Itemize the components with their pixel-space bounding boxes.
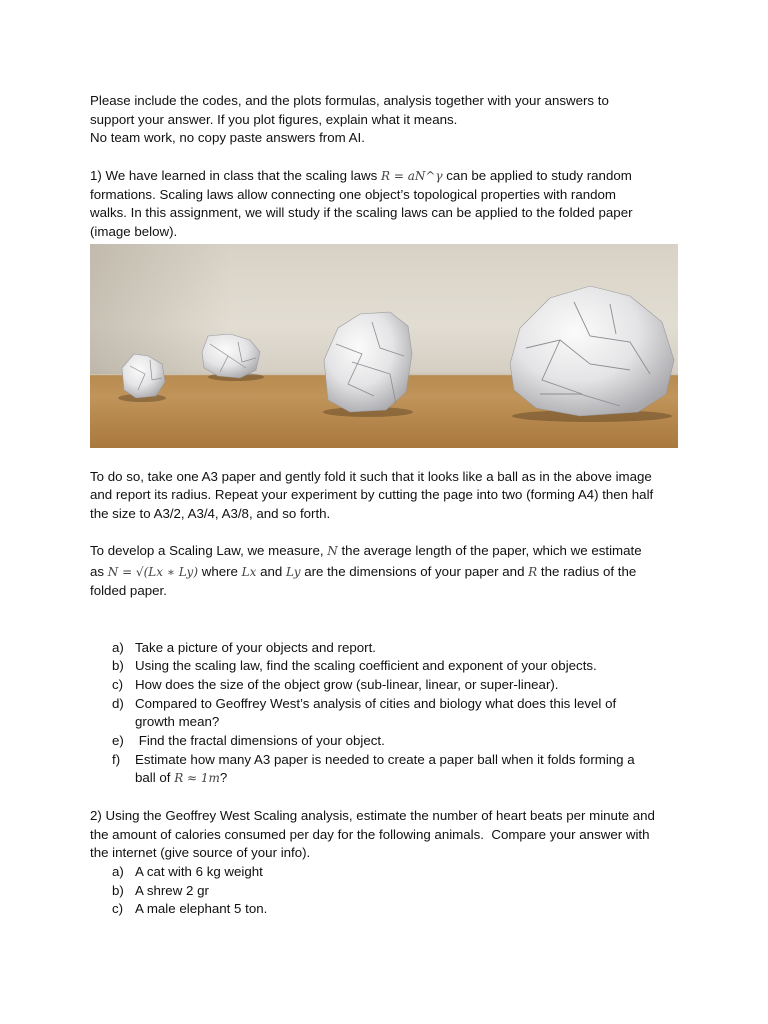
q1-line-4: (image below).: [90, 223, 178, 239]
q1-line-3: walks. In this assignment, we will study if the scaling laws can be applied to the folded paper: [90, 205, 633, 221]
list-item: c) A male elephant 5 ton.: [112, 901, 268, 917]
intro-line-2: support your answer. If you plot figures, explain what it means.: [90, 111, 458, 127]
list-item: a) A cat with 6 kg weight: [112, 863, 263, 879]
Ly-symbol: Ly: [285, 565, 301, 580]
q1-after-image-line-1: To do so, take one A3 paper and gently fold it such that it looks like a ball as in the above image: [90, 468, 652, 484]
q2-line-3: the internet (give source of your info).: [90, 845, 311, 861]
q2-line-1: 2) Using the Geoffrey West Scaling analysis, estimate the number of heart beats per minute and: [90, 807, 655, 823]
q1-after-image-line-2: and report its radius. Repeat your experiment by cutting the page into two (forming A4) then half: [90, 487, 654, 503]
list-item: b) A shrew 2 gr: [112, 882, 209, 898]
paper-ball-medium: [202, 334, 260, 378]
q1-line-2: formations. Scaling laws allow connecting one object’s topological properties with random: [90, 186, 617, 202]
develop-line-1: To develop a Scaling Law, we measure, N the average length of the paper, which we estimate: [90, 543, 642, 559]
list-item: f) Estimate how many A3 paper is needed to create a paper ball when it folds forming a ball of R ≈ 1m?: [112, 751, 635, 786]
N-symbol: N: [327, 544, 338, 559]
average-length-formula: N = √(Lx ∗ Ly): [107, 565, 199, 580]
list-item: b) Using the scaling law, find the scaling coefficient and exponent of your objects.: [112, 658, 597, 674]
paper-ball-largest: [510, 286, 674, 416]
R-symbol: R: [528, 565, 538, 580]
list-item: c) How does the size of the object grow (sub-linear, linear, or super-linear).: [112, 676, 559, 692]
q1-line-1: 1) We have learned in class that the scaling laws R = aN^γ can be applied to study random: [90, 167, 632, 183]
Lx-symbol: Lx: [241, 565, 257, 580]
paper-ball-large: [324, 312, 412, 412]
crumpled-paper-balls-photo: [90, 244, 678, 448]
intro-line-1: Please include the codes, and the plots formulas, analysis together with your answers to: [90, 93, 609, 108]
q1-after-image-line-3: the size to A3/2, A3/4, A3/8, and so forth.: [90, 506, 331, 522]
list-item: a) Take a picture of your objects and report.: [112, 639, 376, 655]
intro-line-3: No team work, no copy paste answers from AI.: [90, 130, 365, 146]
q1-subquestions-list: [90, 639, 680, 789]
develop-line-3: folded paper.: [90, 582, 167, 598]
scaling-law-formula: R = aN^γ: [380, 168, 443, 183]
paper-ball-small: [122, 354, 165, 398]
q2-subquestions-list: [90, 863, 680, 919]
radius-formula: R ≈ 1m: [174, 771, 220, 786]
document-body: [90, 92, 680, 919]
develop-line-2: as N = √(Lx ∗ Ly) where Lx and Ly are the dimensions of your paper and R the radius of the: [90, 564, 637, 580]
q2-line-2: the amount of calories consumed per day for the following animals. Compare your answer with: [90, 826, 650, 842]
list-item: d) Compared to Geoffrey West’s analysis of cities and biology what does this level of growth mean?: [112, 695, 617, 730]
list-item: e) Find the fractal dimensions of your object.: [112, 733, 385, 749]
